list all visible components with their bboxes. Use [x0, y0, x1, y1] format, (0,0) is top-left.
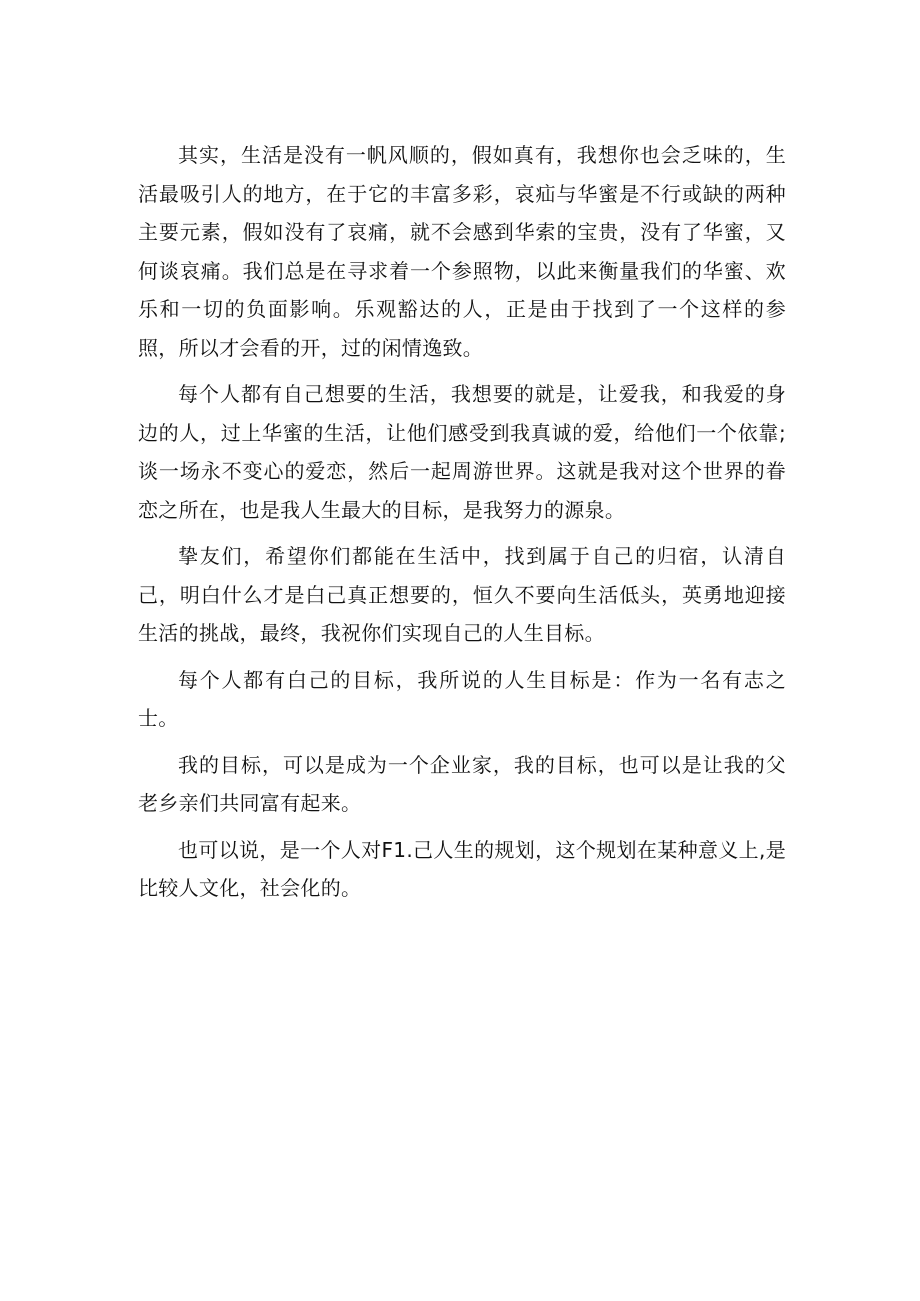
paragraph-6: 也可以说，是一个人对F1.己人生的规划，这个规划在某种意义上,是比较人文化，社会化的。: [138, 837, 786, 900]
paragraph-4: 每个人都有白己的目标，我所说的人生目标是：作为一名有志之士。: [138, 667, 786, 730]
document-page: [138, 136, 786, 916]
paragraph-2: 每个人都有自己想要的生活，我想要的就是，让爱我，和我爱的身边的人，过上华蜜的生活，让他们感受到我真诚的爱，给他们一个依靠;谈一场永不变心的爱恋，然后一起周游世界。这就是我对这个世界的眷恋之所在，也是我人生最大的目标，是我努力的源泉。: [138, 382, 786, 522]
paragraph-5: 我的目标，可以是成为一个企业家，我的目标，也可以是让我的父老乡亲们共同富有起来。: [138, 752, 786, 815]
paragraph-3: 挚友们，希望你们都能在生活中，找到属于自己的归宿，认清自己，明白什么才是白己真正想要的，恒久不要向生活低头，英勇地迎接生活的挑战，最终，我祝你们实现自己的人生目标。: [138, 544, 786, 645]
paragraph-1: 其实，生活是没有一帆风顺的，假如真有，我想你也会乏味的，生活最吸引人的地方，在于它的丰富多彩，哀疝与华蜜是不行或缺的两种主要元素，假如没有了哀痛，就不会感到华索的宝贵，没有了华蜜，又何谈哀痛。我们总是在寻求着一个参照物，以此来衡量我们的华蜜、欢乐和一切的负面影响。乐观豁达的人，正是由于找到了一个这样的参照，所以才会看的开，过的闲情逸致。: [138, 143, 786, 360]
